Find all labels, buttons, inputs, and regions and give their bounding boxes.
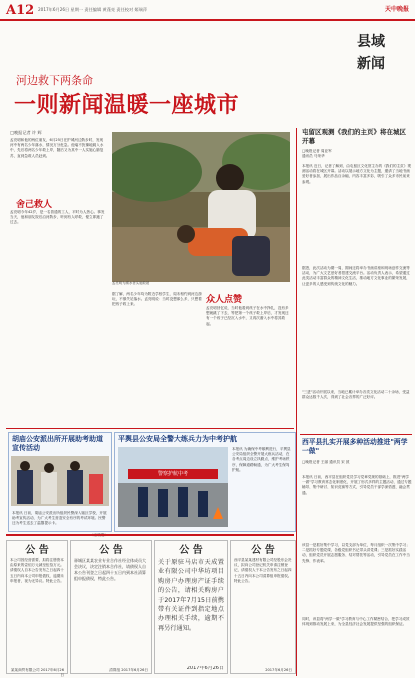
announcement-3-footer: 2017年6月26日: [186, 666, 224, 671]
lower-divider: [6, 428, 294, 429]
section-logo: [357, 4, 409, 78]
announcement-rule: [6, 534, 294, 536]
announcement-3-body: 关于原驻马店市天成置业有限公司中华坊项目购房户办理房产证手续的公告，请相关购房户于2017年7月15日前携带有关证件到指定地点办理相关手续，逾期不再另行通知。: [158, 559, 224, 632]
box1-photo: [11, 456, 109, 506]
announcement-4-footer: 2017年6月26日: [265, 668, 292, 672]
announcement-3-title: 公 告: [179, 545, 203, 556]
right-divider: [300, 434, 412, 435]
lead-subhead-1: 舍己救人: [16, 200, 53, 210]
lead-headline: 一则新闻温暖一座城市: [14, 93, 240, 118]
box2-photo: [118, 447, 228, 527]
announcement-2: [70, 540, 152, 674]
right-article-1-body1: 本报讯 近日，记者了解到，由屯留区文化馆主办的《我们的主页》观测活动将在城区开幕。活动以展示地方文化为主题，邀请了当地书画爱好者参加，展出作品百余幅，内容丰富多彩，吸引了众多市民前来参观。: [302, 164, 411, 184]
right-article-2-title: 西平县扎实开展多种活动推进"两学一做": [302, 438, 408, 455]
column-divider: [296, 128, 297, 676]
right-article-2-body2: 该县一是抓好集中学习，以党支部为单位，每月组织一次集中学习；二是抓好专题党课，各级党组织书记带头讲党课；三是抓好实践活动，组织党员开展志愿服务、结对帮扶等活动，引导党员在工作中当先锋、作表率。: [302, 543, 410, 563]
photo-caption: 孟亮明为溺水者实施救援: [112, 281, 150, 285]
right-article-2-byline: □晚报记者 王丽 通讯员 宋 波: [302, 460, 350, 464]
announcement-4-body: 西平县某某建材有限公司经股东会决议，拟向公司登记机关申请注销登记，请债权人于本公告发布之日起四十五日内向本公司清算组申报债权。特此公告。: [234, 558, 292, 583]
box2-photo-illustration: [118, 447, 228, 527]
header-info: 2017年6月26日 星期一 责任编辑 黄蓬亮 责任校对 姬瑞萍: [38, 7, 148, 12]
lead-photo: [112, 132, 290, 282]
announcement-1-title: 公 告: [25, 545, 49, 556]
right-article-1-body2: 据悉，此次活动为期一周，期间还将举办书画讲座和现场创作交流等活动，为广大文艺爱好者搭建交流平台。活动负责人表示，希望通过此类活动丰富群众的精神文化生活，推动地方文化事业的繁荣发展，让更多的人感受到传统文化的魅力。: [302, 266, 410, 286]
right-article-2: [302, 438, 412, 665]
page-number: A12: [6, 3, 35, 18]
announcement-2-body: 驿城区某某农业专业合作社经全体成员大会决议，决定注销本合作社，请债权人自本公告刊登之日起四十五日内到本社清算组申报债权，特此公告。: [74, 558, 146, 581]
lead-subhead-2: 众人点赞: [206, 295, 243, 305]
announcement-2-footer: 清算组 2017年6月26日: [109, 668, 148, 672]
box2-title: 平舆县公安局全警大练兵力为中考护航: [118, 435, 237, 443]
lead-col1-para1: 孟亮明和他的两位朋友，6月25日在护城河边散步时，发现河中有两名少年落水，情况万分危急。他毫不犹豫地跳入水中，先后将两名少年救上岸，随后又为其中一人实施心肺复苏，直到急救人员赶到。: [10, 138, 104, 158]
box2-banner-text: 警察护航中考: [157, 471, 188, 477]
announcement-4: [230, 540, 296, 674]
box-police-station: [8, 432, 112, 532]
header-rule: [0, 19, 415, 21]
announcement-4-title: 公 告: [251, 545, 275, 556]
box1-body: 本报讯 日前，胡庙公安派出所组织民警深入辖区学校，开展助考宣传活动，为广大考生营造安全有序的考试环境。民警还为考生送去了温馨提示卡。: [12, 511, 107, 526]
announcement-1: [6, 540, 68, 678]
lead-byline: □晚报记者 许 辉: [10, 130, 42, 135]
right-article-2-body1: 本报讯 日前，西平县在组织党员学习党章党规的基础上，推进"两学一做"学习教育常态化制度化，开展了形式多样的主题活动，通过专题辅导、集中研讨、知识竞赛等方式，引导党员干部学深悟透、融会贯通。: [302, 475, 412, 495]
lead-kicker: 河边救下两条命: [16, 74, 93, 87]
box1-title: 胡庙公安派出所开展助考助道宣传活动: [12, 435, 103, 452]
lead-col1-para2: 孟亮明今年42岁，是一名普通的工人，平时为人热心。事发当天，他和朋友饭后沿河散步，听到有人呼救，便立即跑了过去。: [10, 210, 105, 225]
announcement-2-title: 公 告: [99, 545, 123, 556]
box2-body: 本报讯 为确保中考顺利进行，平舆县公安局组织全警开展大练兵活动，在各考点周边设立执勤点，维护考场秩序，保障道路畅通，为广大考生保驾护航。: [232, 447, 291, 472]
section-line1: 县域: [357, 34, 385, 50]
right-article-1-body3: "三进"活动开展以来，当地已累计举办各类文化活动二十余场，受益群众达数千人次，得到了社会各界的广泛好评。: [302, 390, 410, 400]
rescue-photo-illustration: [112, 132, 290, 282]
right-article-1-title: 屯留区观测《我们的主页》将在城区开幕: [302, 128, 406, 145]
right-article-1-byline: □晚报记者 周亚军 通讯员 马荣华: [302, 149, 332, 159]
announcement-1-body: 本公司因经营需要，拟将注册资本由原来的壹佰万元减至伍拾万元。请债权人自本公告发布之日起四十五日内向本公司申报债权，逾期未申报者，视为无异议。特此公告。: [10, 558, 64, 583]
lead-col2-para1: 据了解，两名少年均为附近学校学生，周末相约到河边游玩，不慎失足落水。孟亮明说：当时没想那么多，只想着把孩子救上来。: [112, 292, 202, 307]
announcement-3: [154, 540, 228, 674]
announcement-1-footer: 某某商贸有限公司 2017年6月26日: [10, 668, 64, 678]
right-article-1: [302, 128, 412, 450]
brand-name: 天中晚报: [384, 6, 409, 13]
box-exam-escort: [114, 432, 296, 532]
lead-col3-para1: 孟亮明回忆说，当时他看到孩子在水中挣扎，没有多想就跳了下去，等把第一个孩子救上岸后，才发现还有一个孩子已经沉入水中，又再次潜入水中将其救起。: [206, 306, 289, 326]
section-line2: 新闻: [357, 56, 385, 72]
right-article-2-body3: 同时，该县将"两学一做"学习教育与中心工作紧密结合，把学习成效体现到推动发展上来，为全县经济社会发展提供坚强的组织保证。: [302, 617, 410, 627]
